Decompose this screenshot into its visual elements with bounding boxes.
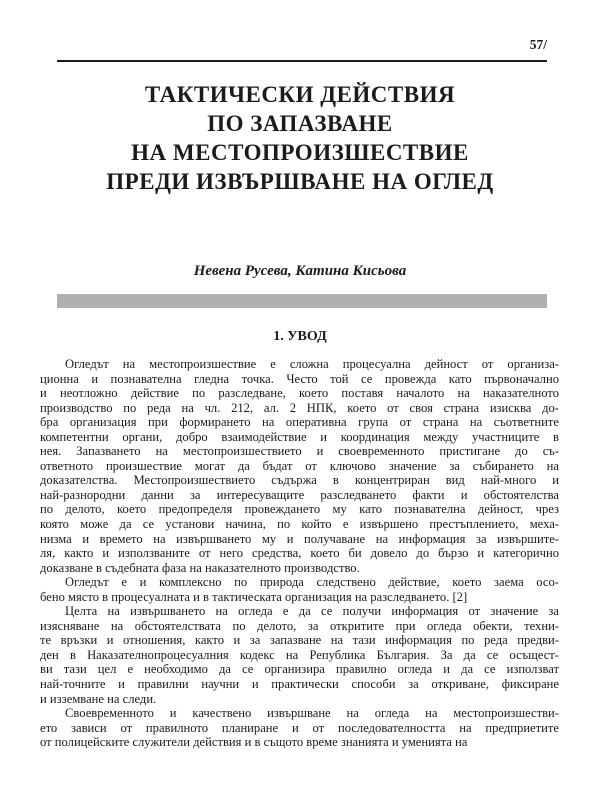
title-line: НА МЕСТОПРОИЗШЕСТВИЕ [131, 140, 469, 165]
text-line: Целта на извършването на огледа е да се получи информация от значение за [65, 604, 559, 619]
text-line: най-разнородни данни за интересуващите разследването факти и обстоятелства [40, 487, 559, 502]
body-text [40, 357, 559, 750]
text-line: Своевременното и качествено извършване на огледа на местопроизшестви- [65, 706, 559, 721]
text-line: ционна и познавателна гледна точка. Често той се провежда като първоначално [40, 371, 559, 386]
text-line: най-точните и правилни научни и практически способи за откриване, фиксиране [40, 677, 559, 692]
text-line: ето зависи от правилното планиране и от последователността на предприетите [40, 720, 559, 735]
text-line: от полицейските служители действия и в същото време знанията и уменията на [40, 735, 468, 750]
text-line: по делото, което предопределя провеждането му като познавателна дейност, чрез [40, 502, 559, 517]
paragraph [40, 604, 559, 706]
text-line: бра организация при формирането на оперативна група от страна на съответните [40, 415, 559, 430]
text-line: Огледът е и комплексно по природа следствено действие, което заема осо- [65, 575, 559, 590]
authors-line: Невена Русева, Катина Кисьова [193, 263, 407, 279]
title-line: ТАКТИЧЕСКИ ДЕЙСТВИЯ [144, 82, 456, 107]
header-rule [57, 60, 547, 62]
title-line: ПО ЗАПАЗВАНЕ [207, 111, 393, 136]
text-line: нея. Запазването на местопроизшествието и своевременното пристигане до съ- [40, 444, 559, 459]
text-line: ответното произшествие могат да бъдат от ключово значение за събирането на [40, 458, 559, 473]
text-line: ден в Наказателнопроцесуалния кодекс на Република България. За да се осъщест- [40, 647, 559, 662]
text-line: те връзки и отношения, както и за запазване на тази информация по реда предви- [40, 633, 559, 648]
text-line: която може да се установи начина, по който е извършено престъплението, меха- [40, 517, 559, 532]
article-title [0, 80, 600, 196]
text-line: низма и времето на извършването му и получаване на информация за извършите- [40, 531, 559, 546]
title-line: ПРЕДИ ИЗВЪРШВАНЕ НА ОГЛЕД [106, 169, 494, 194]
text-line: компетентни органи, добро взаимодействие и координация между участниците в [40, 429, 559, 444]
text-line: изясняване на обстоятелствата по делото, за откритите при огледа обекти, техни- [40, 618, 559, 633]
text-line: ви тази цел е необходимо да се организира правилно огледа и да се използват [40, 662, 559, 677]
text-line: ля, както и използваните от него средства, което би довело до бързо и категорично [40, 546, 559, 561]
section-heading: 1. УВОД [273, 329, 327, 344]
text-line: и неотложно действие по разследване, което поставя началото на наказателното [40, 386, 559, 401]
text-line: бено място в процесуалната и в тактическата организация на разследването. [2] [40, 589, 468, 604]
paragraph [40, 575, 559, 604]
text-line: доказателства. Местопроизшествието съдържа в концентриран вид най-много и [40, 473, 559, 488]
paragraph [40, 357, 559, 575]
page-number: 57/ [529, 37, 547, 52]
text-line: и изземване на следи. [40, 691, 157, 706]
text-line: доказване в съдебната фаза на наказателното производство. [40, 560, 360, 575]
paragraph [40, 706, 559, 750]
text-line: Огледът на местопроизшествие е сложна процесуална дейност от организа- [65, 357, 559, 371]
text-line: производство по реда на чл. 212, ал. 2 НПК, което от своя страна изисква до- [40, 400, 559, 415]
divider-bar [57, 294, 547, 308]
